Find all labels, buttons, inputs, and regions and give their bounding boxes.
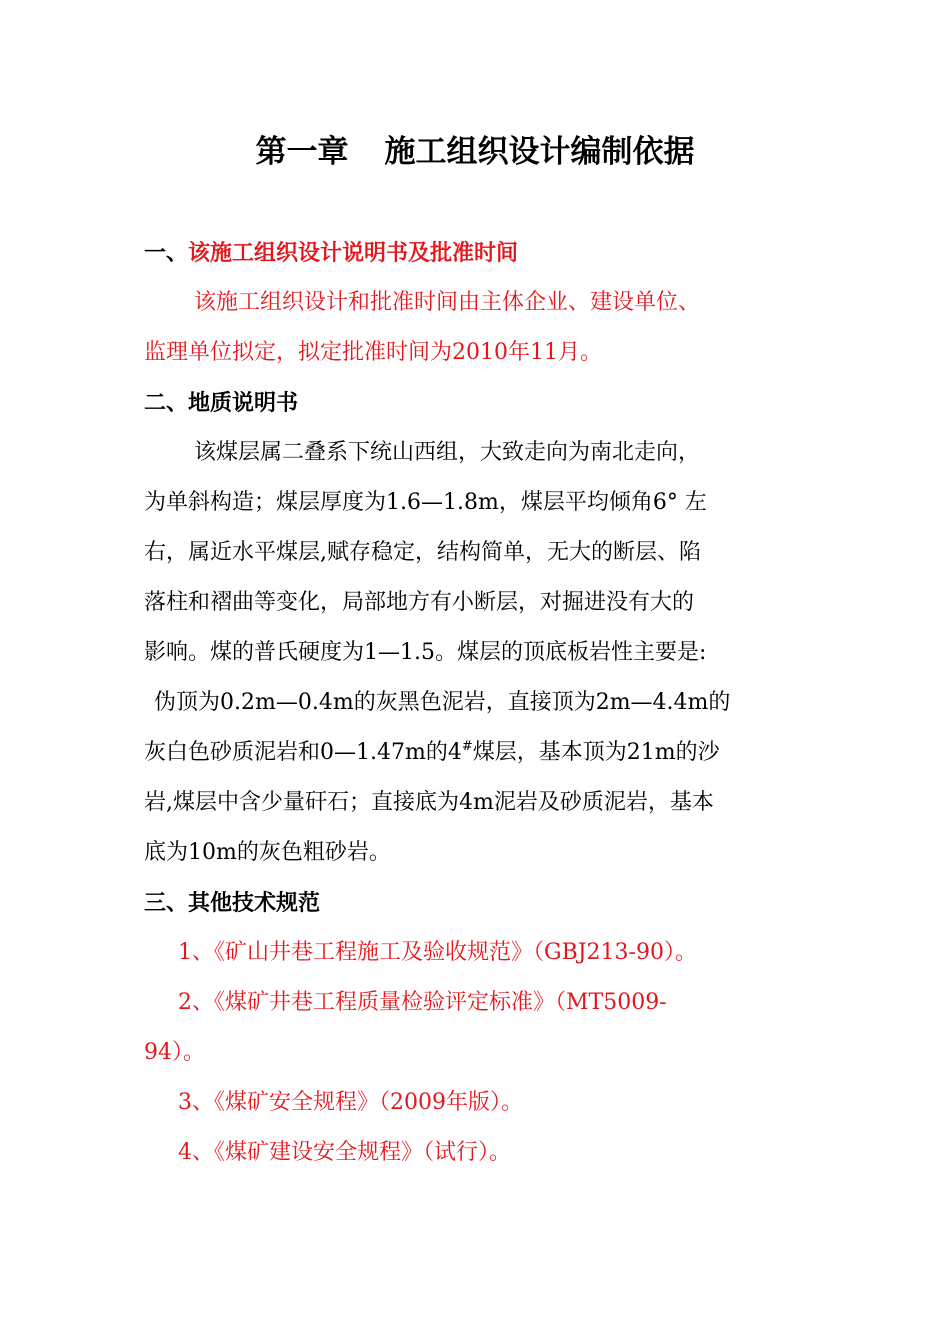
section-1-title: 该施工组织设计说明书及批准时间 [188,240,519,266]
chapter-number: 第一章 [255,134,349,170]
section-1-paragraph-line: 监理单位拟定，拟定批准时间为2010年11月。 [144,340,602,365]
section-2-paragraph-line: 落柱和褶曲等变化，局部地方有小断层，对掘进没有大的 [144,590,695,615]
line-text: 煤层，基本顶为21m的沙 [472,740,720,765]
section-2-paragraph-line: 右，属近水平煤层,赋存稳定，结构简单，无大的断层、陷 [144,540,701,565]
section-2-paragraph-line: 岩,煤层中含少量矸石；直接底为4m泥岩及砂质泥岩，基本 [144,790,714,815]
spec-list-item: 4、《煤矿建设安全规程》（试行）。 [178,1140,511,1165]
section-2-paragraph-line: 为单斜构造；煤层厚度为1.6—1.8m，煤层平均倾角6° 左 [144,490,707,515]
spec-list-item-continuation: 94）。 [144,1040,205,1065]
chapter-title [0,130,950,174]
seam-number-mark: # [461,739,473,754]
spec-list-item: 2、《煤矿井巷工程质量检验评定标准》（MT5009- [178,990,667,1015]
section-2-paragraph-line: 伪顶为0.2m—0.4m的灰黑色泥岩，直接顶为2m—4.4m的 [154,690,731,715]
section-1-heading [144,228,814,278]
section-1-paragraph-line: 该施工组织设计和批准时间由主体企业、建设单位、 [194,290,701,315]
spec-list-item: 1、《矿山井巷工程施工及验收规范》（GBJ213-90）。 [178,940,697,965]
section-2-heading: 二、地质说明书 [144,390,299,416]
section-3-heading: 三、其他技术规范 [144,890,321,916]
section-2-paragraph-line: 底为10m的灰色粗砂岩。 [144,840,391,865]
section-2-paragraph-line: 该煤层属二叠系下统山西组，大致走向为南北走向， [194,440,701,465]
section-2-paragraph-line: 影响。煤的普氏硬度为1—1.5。煤层的顶底板岩性主要是: [144,640,707,665]
document-body [144,228,814,1178]
section-2-paragraph-line [144,728,814,778]
spec-list-item: 3、《煤矿安全规程》（2009年版）。 [178,1090,523,1115]
section-1-number: 一、 [144,240,189,266]
line-text: 灰白色砂质泥岩和0—1.47m的4 [144,740,462,765]
chapter-name: 施工组织设计编制依据 [384,134,695,170]
